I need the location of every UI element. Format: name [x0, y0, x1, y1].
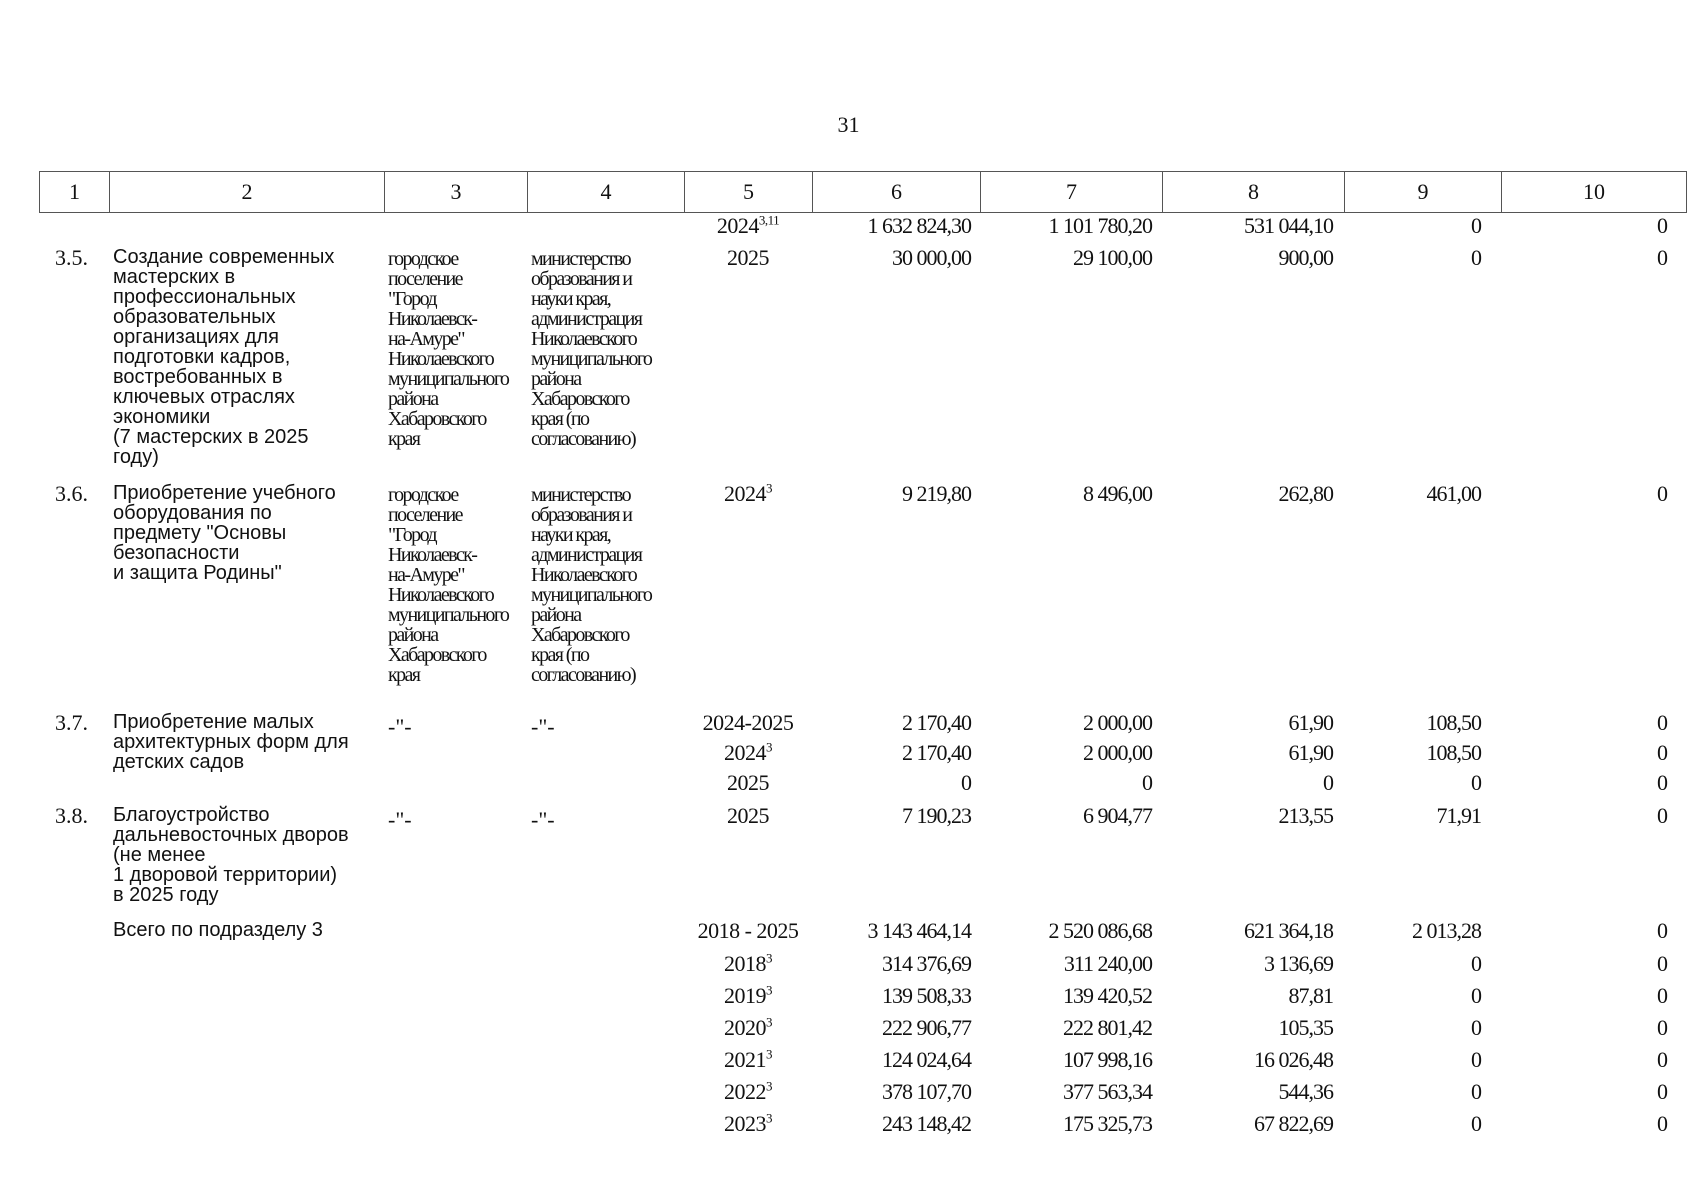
row-amount-8: 0	[1323, 770, 1333, 795]
header-cell-3: 3	[384, 172, 527, 212]
row-amount-9: 0	[1471, 951, 1481, 976]
table-body	[39, 213, 1687, 1151]
row-executor: -"-	[531, 714, 555, 739]
row-executor: министерство образования и науки края, администрация Николаевского муниципального района Хабаровского края (по согласованию)	[531, 248, 652, 450]
row-amount-10: 0	[1657, 710, 1667, 735]
row-amount-6: 314 376,69	[882, 951, 971, 976]
row-amount-9: 0	[1471, 1079, 1481, 1104]
table-row	[39, 1079, 1687, 1111]
row-year	[684, 983, 812, 1009]
row-year-value: 2018 - 2025	[697, 918, 799, 943]
row-index: 3.5.	[55, 245, 88, 270]
header-cell-5: 5	[684, 172, 812, 212]
row-amount-10: 0	[1657, 481, 1667, 506]
row-year-footnote: 3	[766, 739, 772, 755]
row-amount-6: 2 170,40	[902, 740, 971, 765]
row-year	[684, 245, 812, 271]
row-amount-9: 108,50	[1426, 710, 1481, 735]
row-year	[684, 213, 812, 239]
row-amount-10: 0	[1657, 740, 1667, 765]
row-year-footnote: 3	[766, 1046, 772, 1062]
row-amount-10: 0	[1657, 951, 1667, 976]
row-amount-9: 108,50	[1426, 740, 1481, 765]
row-amount-8: 87,81	[1288, 983, 1333, 1008]
row-amount-7: 222 801,42	[1063, 1015, 1152, 1040]
row-amount-10: 0	[1657, 213, 1667, 238]
row-year	[684, 770, 812, 796]
row-year-value: 2022	[724, 1079, 766, 1104]
row-amount-9: 71,91	[1436, 803, 1481, 828]
row-amount-10: 0	[1657, 803, 1667, 828]
row-amount-7: 29 100,00	[1073, 245, 1152, 270]
row-year-footnote: 3	[766, 480, 772, 496]
row-amount-7: 2 000,00	[1083, 740, 1152, 765]
row-amount-9: 0	[1471, 983, 1481, 1008]
row-amount-6: 222 906,77	[882, 1015, 971, 1040]
row-amount-10: 0	[1657, 1111, 1667, 1136]
table-row	[39, 245, 1687, 481]
budget-table	[39, 171, 1687, 1151]
row-amount-8: 621 364,18	[1244, 918, 1333, 943]
row-locality: городское поселение "Город Николаевск- на-Амуре" Николаевского муниципального района Хабаровского края	[388, 484, 509, 686]
row-year-value: 2024	[716, 213, 759, 238]
row-year-footnote: 3	[766, 982, 772, 998]
row-year-value: 2025	[727, 770, 769, 795]
row-amount-10: 0	[1657, 1079, 1667, 1104]
row-amount-9: 2 013,28	[1412, 918, 1481, 943]
row-amount-7: 8 496,00	[1083, 481, 1152, 506]
row-name: Создание современных мастерских в профессиональных образовательных организациях для подготовки кадров, востребованных в ключевых отраслях экономики (7 мастерских в 2025 году)	[113, 246, 335, 468]
row-amount-7: 107 998,16	[1063, 1047, 1152, 1072]
row-amount-10: 0	[1657, 1015, 1667, 1040]
row-name: Всего по подразделу 3	[113, 919, 323, 941]
row-amount-6: 0	[961, 770, 971, 795]
row-year-footnote: 3	[766, 1110, 772, 1126]
row-year-value: 2025	[727, 803, 769, 828]
row-amount-8: 531 044,10	[1244, 213, 1333, 238]
table-row	[39, 740, 1687, 770]
table-row	[39, 951, 1687, 983]
row-amount-10: 0	[1657, 245, 1667, 270]
row-amount-7: 311 240,00	[1063, 951, 1152, 976]
row-amount-8: 67 822,69	[1254, 1111, 1333, 1136]
row-amount-9: 0	[1471, 1015, 1481, 1040]
row-year	[684, 803, 812, 829]
row-amount-6: 9 219,80	[902, 481, 971, 506]
row-locality: -"-	[388, 714, 412, 739]
table-row	[39, 1047, 1687, 1079]
row-amount-7: 2 520 086,68	[1048, 918, 1152, 943]
row-index: 3.7.	[55, 710, 88, 735]
table-row	[39, 1111, 1687, 1143]
row-amount-8: 61,90	[1288, 710, 1333, 735]
row-amount-7: 6 904,77	[1083, 803, 1152, 828]
row-amount-8: 3 136,69	[1264, 951, 1333, 976]
row-index: 3.6.	[55, 481, 88, 506]
row-amount-6: 124 024,64	[882, 1047, 971, 1072]
row-amount-7: 2 000,00	[1083, 710, 1152, 735]
page-number: 31	[837, 112, 860, 137]
row-amount-6: 378 107,70	[882, 1079, 971, 1104]
row-name: Приобретение малых архитектурных форм для детских садов	[113, 711, 349, 773]
row-year-footnote: 3	[766, 1078, 772, 1094]
row-amount-9: 0	[1471, 1111, 1481, 1136]
row-year-value: 2024	[724, 481, 766, 506]
row-executor: -"-	[531, 807, 555, 832]
row-year-value: 2018	[724, 951, 766, 976]
row-amount-8: 105,35	[1278, 1015, 1333, 1040]
header-cell-1: 1	[39, 172, 109, 212]
row-amount-6: 30 000,00	[892, 245, 971, 270]
row-amount-10: 0	[1657, 918, 1667, 943]
row-amount-8: 900,00	[1278, 245, 1333, 270]
row-year-footnote: 3	[766, 950, 772, 966]
row-year	[684, 481, 812, 507]
row-year-value: 2023	[724, 1111, 766, 1136]
header-cell-9: 9	[1344, 172, 1501, 212]
table-row	[39, 481, 1687, 710]
row-amount-9: 461,00	[1426, 481, 1481, 506]
row-year	[684, 1047, 812, 1073]
row-year	[684, 1111, 812, 1137]
row-year-value: 2021	[724, 1047, 766, 1072]
row-locality: -"-	[388, 807, 412, 832]
row-amount-10: 0	[1657, 1047, 1667, 1072]
row-amount-6: 1 632 824,30	[867, 213, 971, 238]
row-executor: министерство образования и науки края, администрация Николаевского муниципального района Хабаровского края (по согласованию)	[531, 484, 652, 686]
row-amount-10: 0	[1657, 983, 1667, 1008]
row-name: Благоустройство дальневосточных дворов (не менее 1 дворовой территории) в 2025 году	[113, 804, 349, 906]
table-row	[39, 983, 1687, 1015]
row-amount-6: 139 508,33	[882, 983, 971, 1008]
row-year-value: 2025	[727, 245, 769, 270]
row-year-value: 2024-2025	[702, 710, 794, 735]
row-amount-8: 262,80	[1278, 481, 1333, 506]
row-amount-9: 0	[1471, 213, 1481, 238]
row-year	[684, 1079, 812, 1105]
table-row	[39, 213, 1687, 245]
row-amount-8: 544,36	[1278, 1079, 1333, 1104]
row-amount-6: 3 143 464,14	[867, 918, 971, 943]
header-cell-6: 6	[812, 172, 980, 212]
row-year-footnote: 3,11	[758, 212, 780, 228]
row-amount-8: 16 026,48	[1254, 1047, 1333, 1072]
table-row	[39, 1015, 1687, 1047]
table-header	[39, 171, 1687, 213]
row-index: 3.8.	[55, 803, 88, 828]
row-amount-8: 213,55	[1278, 803, 1333, 828]
header-cell-7: 7	[980, 172, 1162, 212]
row-year	[684, 710, 812, 736]
row-amount-7: 377 563,34	[1063, 1079, 1152, 1104]
row-name: Приобретение учебного оборудования по предмету "Основы безопасности и защита Родины"	[113, 482, 336, 584]
row-year	[684, 951, 812, 977]
row-amount-7: 1 101 780,20	[1048, 213, 1152, 238]
header-cell-4: 4	[527, 172, 684, 212]
row-amount-9: 0	[1471, 770, 1481, 795]
row-amount-7: 0	[1142, 770, 1152, 795]
row-year	[684, 918, 812, 944]
row-amount-6: 7 190,23	[902, 803, 971, 828]
table-row	[39, 918, 1687, 951]
row-amount-6: 2 170,40	[902, 710, 971, 735]
row-amount-10: 0	[1657, 770, 1667, 795]
row-amount-7: 175 325,73	[1063, 1111, 1152, 1136]
table-row	[39, 770, 1687, 803]
row-year-footnote: 3	[766, 1014, 772, 1030]
table-row	[39, 803, 1687, 918]
row-amount-7: 139 420,52	[1063, 983, 1152, 1008]
row-amount-6: 243 148,42	[882, 1111, 971, 1136]
table-row	[39, 710, 1687, 773]
row-year-value: 2020	[724, 1015, 766, 1040]
row-year	[684, 1015, 812, 1041]
row-year	[684, 740, 812, 766]
row-amount-8: 61,90	[1288, 740, 1333, 765]
header-cell-8: 8	[1162, 172, 1344, 212]
header-cell-2: 2	[109, 172, 384, 212]
row-amount-9: 0	[1471, 245, 1481, 270]
row-year-value: 2024	[724, 740, 766, 765]
row-locality: городское поселение "Город Николаевск- на-Амуре" Николаевского муниципального района Хабаровского края	[388, 248, 509, 450]
row-amount-9: 0	[1471, 1047, 1481, 1072]
header-cell-10: 10	[1501, 172, 1687, 212]
row-year-value: 2019	[724, 983, 766, 1008]
